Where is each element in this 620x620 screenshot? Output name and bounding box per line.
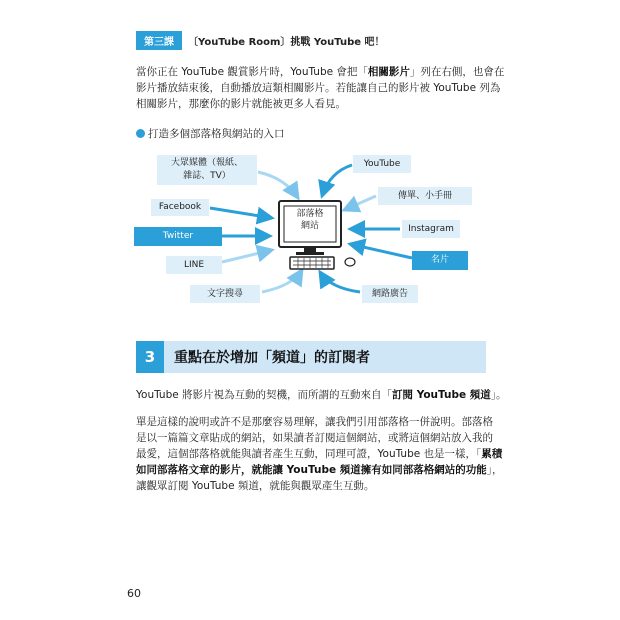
box-label: 雜誌、TV） xyxy=(183,171,231,181)
lesson-title: 〔YouTube Room〕挑戰 YouTube 吧！ xyxy=(188,37,385,48)
box-business-card: 名片 xyxy=(412,251,468,270)
box-facebook: Facebook xyxy=(151,199,209,216)
arrow-card xyxy=(350,244,412,258)
box-web-ads: 網路廣告 xyxy=(362,285,418,303)
intro-text: 當你正在 YouTube 觀賞影片時，YouTube 會把「 xyxy=(136,66,368,78)
p3-line-1: 單是這樣的說明或許不是那麼容易理解，讓我們引用部落格一併說明。部落格 xyxy=(136,416,493,428)
box-instagram: Instagram xyxy=(402,220,460,238)
arrow-line xyxy=(222,250,272,262)
p3-line-2: 是以一篇篇文章貼成的網站，如果讀者訂閱這個網站，或將這個網站放入我的 xyxy=(136,432,493,444)
p3-text: 最愛，這個部落格就能與讀者產生互動，同理可證，YouTube 也是一樣，「 xyxy=(136,448,482,460)
arrow-youtube xyxy=(322,165,352,196)
box-mass-media xyxy=(157,155,257,185)
intro-bold: 相關影片 xyxy=(367,66,410,78)
intro-text: 」列在右側，也會在 xyxy=(409,66,505,78)
p2-bold: 訂閱 YouTube 頻道 xyxy=(392,389,491,401)
p3-text: 」， xyxy=(486,464,503,476)
arrow-facebook xyxy=(210,208,272,218)
p2-text: 」。 xyxy=(490,389,507,401)
p3-line-4 xyxy=(136,462,503,478)
arrow-media xyxy=(258,172,298,198)
box-text-search: 文字搜尋 xyxy=(190,285,260,303)
section-heading xyxy=(136,341,486,373)
bullet-text: 打造多個部落格與網站的入口 xyxy=(148,128,285,140)
p2-text: YouTube 將影片視為互動的契機，而所謂的互動來自「 xyxy=(136,389,393,401)
p3-bold: 如同部落格文章的影片，就能讓 YouTube 頻道擁有如同部落格網站的功能 xyxy=(136,464,487,476)
center-label-line: 部落格 xyxy=(296,209,324,219)
lesson-badge: 第三課 xyxy=(136,31,182,50)
arrow-search xyxy=(262,270,302,292)
box-label: 大眾媒體（報紙、 xyxy=(170,158,243,168)
paragraph-2 xyxy=(136,387,507,403)
box-twitter: Twitter xyxy=(134,227,222,246)
section-title: 重點在於增加「頻道」的訂閱者 xyxy=(174,350,370,366)
p3-line-3 xyxy=(136,446,502,462)
page-number: 60 xyxy=(127,587,141,600)
intro-line-3: 相關影片，那麼你的影片就能被更多人看見。 xyxy=(136,98,346,110)
arrow-ads xyxy=(320,272,360,292)
center-label xyxy=(284,208,336,232)
intro-line-2: 影片播放結束後，自動播放這類相關影片。若能讓自己的影片被 YouTube 列為 xyxy=(136,82,501,94)
center-label-line: 網站 xyxy=(300,221,319,231)
section-number: 3 xyxy=(136,341,164,373)
box-youtube: YouTube xyxy=(353,155,411,173)
p3-line-5: 讓觀眾訂閱 YouTube 頻道，就能與觀眾產生互動。 xyxy=(136,480,375,492)
box-line: LINE xyxy=(166,256,222,274)
arrow-flyer xyxy=(344,196,376,210)
p3-bold: 累積 xyxy=(481,448,503,460)
box-flyer: 傳單、小手冊 xyxy=(378,187,472,205)
